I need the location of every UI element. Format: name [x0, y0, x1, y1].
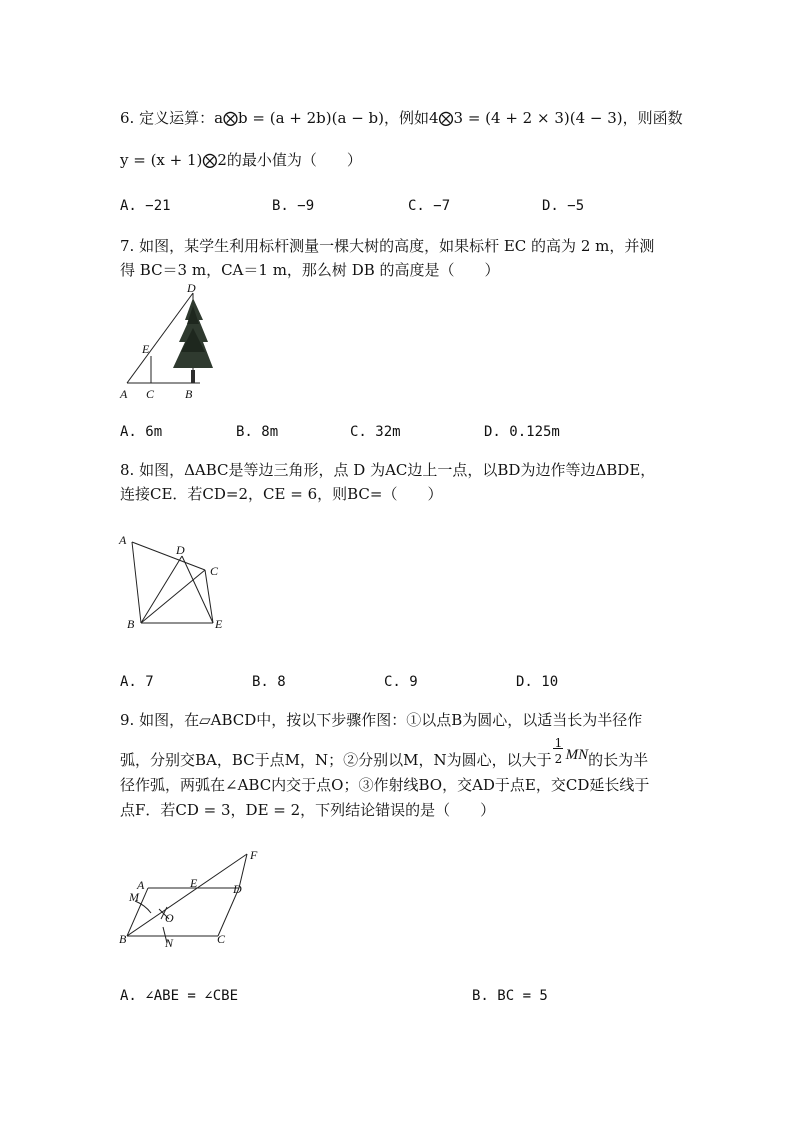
q6-option-c[interactable]: C. −7 — [408, 198, 451, 214]
q9-fraction-denominator: 2 — [554, 752, 563, 766]
q9-label-c: C — [217, 932, 226, 946]
q9-fraction — [552, 736, 566, 770]
q9-label-o: O — [165, 911, 174, 925]
q6-option-d[interactable]: D. −5 — [542, 198, 585, 214]
q8-option-c[interactable]: C. 9 — [384, 674, 418, 690]
q6-option-b[interactable]: B. −9 — [272, 198, 315, 214]
q9-stem-line4: 点F．若CD = 3，DE = 2，下列结论错误的是（ ） — [120, 801, 496, 819]
q9-stem-line1: 9. 如图，在▱ABCD中，按以下步骤作图：①以点B为圆心，以适当长为半径作 — [120, 711, 643, 729]
q9-stem-line3: 径作弧，两弧在∠ABC内交于点O；③作射线BO，交AD于点E，交CD延长线于 — [120, 776, 650, 794]
q8-stem-line1: 8. 如图，ΔABC是等边三角形，点 D 为AC边上一点，以BD为边作等边ΔBDE， — [120, 461, 656, 479]
q8-figure — [115, 530, 235, 635]
q7-stem-line2: 得 BC＝3 m，CA＝1 m，那么树 DB 的高度是（ ） — [120, 261, 500, 279]
q9-stem-line2 — [120, 736, 649, 771]
q9-fraction-mn: MN — [565, 747, 589, 763]
q8-side-ab — [132, 542, 141, 623]
q9-figure — [115, 843, 265, 958]
q7-label-c: C — [146, 387, 155, 401]
q8-option-d[interactable]: D. 10 — [516, 674, 559, 690]
q8-label-d: D — [176, 543, 185, 557]
q9-label-f: F — [250, 848, 258, 862]
q8-side-bc — [141, 570, 205, 623]
q7-option-d[interactable]: D. 0.125m — [484, 424, 560, 440]
q8-stem-line2: 连接CE．若CD=2，CE = 6，则BC=（ ） — [120, 485, 443, 503]
q7-option-b[interactable]: B. 8m — [236, 424, 279, 440]
tree-icon — [173, 298, 213, 383]
q7-label-b: B — [185, 387, 193, 401]
q9-label-a: A — [137, 878, 145, 892]
q7-stem-line1: 7. 如图，某学生利用标杆测量一棵大树的高度，如果标杆 EC 的高为 2 m，并测 — [120, 237, 655, 255]
q6-option-a[interactable]: A. −21 — [120, 198, 171, 214]
q8-option-b[interactable]: B. 8 — [252, 674, 286, 690]
q9-label-b: B — [119, 932, 127, 946]
q8-label-c: C — [210, 564, 219, 578]
q9-label-m: M — [129, 890, 139, 904]
q7-option-a[interactable]: A. 6m — [120, 424, 163, 440]
q9-label-e: E — [190, 876, 198, 890]
q6-stem-line1: 6. 定义运算：a⨂b = (a + 2b)(a − b)，例如4⨂3 = (4 + 2 × 3)(4 − 3)，则函数 — [120, 109, 683, 127]
q9-label-n: N — [165, 936, 174, 950]
q9-fraction-numerator: 1 — [554, 736, 563, 750]
q9-label-d: D — [233, 882, 242, 896]
q9-option-a[interactable]: A. ∠ABE = ∠CBE — [120, 988, 239, 1004]
q8-option-a[interactable]: A. 7 — [120, 674, 154, 690]
q7-option-c[interactable]: C. 32m — [350, 424, 401, 440]
q9-stem-line2-end: 的长为半 — [588, 751, 649, 769]
q9-option-b[interactable]: B. BC = 5 — [472, 988, 548, 1004]
q8-side-bd — [141, 556, 182, 623]
q9-stem-line2-start: 弧，分别交BA，BC于点M，N；②分别以M，N为圆心，以大于 — [120, 751, 552, 769]
q7-label-e: E — [142, 342, 150, 356]
q7-label-a: A — [120, 387, 128, 401]
q7-label-d: D — [187, 281, 196, 295]
q8-label-a: A — [119, 533, 127, 547]
q8-side-ac — [132, 542, 205, 570]
q8-label-b: B — [127, 617, 135, 631]
q7-figure — [115, 278, 230, 403]
q8-label-e: E — [215, 617, 223, 631]
q6-stem-line2: y = (x + 1)⨂2的最小值为（ ） — [120, 151, 362, 169]
